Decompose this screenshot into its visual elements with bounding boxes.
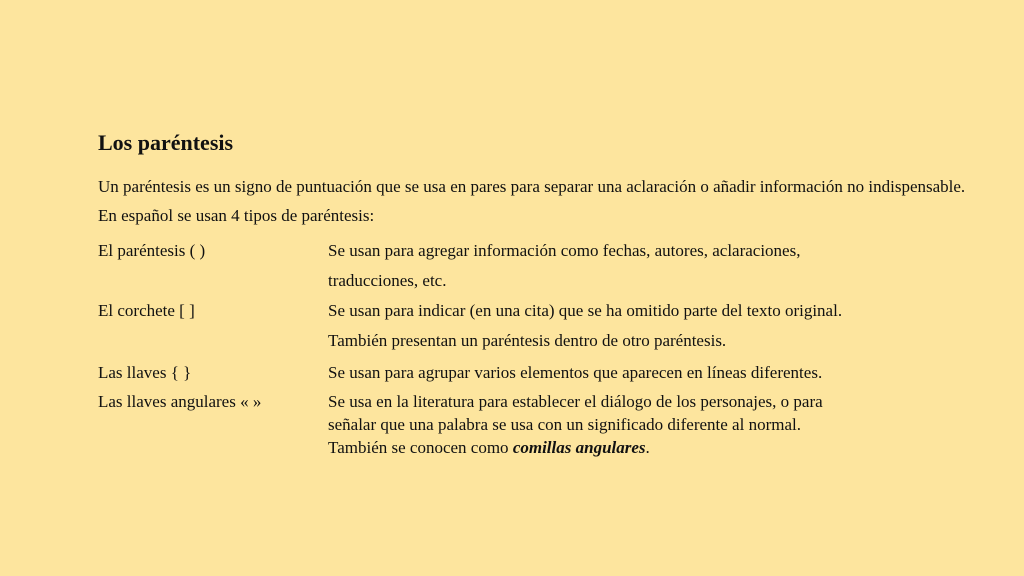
desc-line: Se usan para agregar información como fechas, autores, aclaraciones, <box>328 241 801 260</box>
desc-line: Se usan para indicar (en una cita) que se ha omitido parte del texto original. <box>328 301 843 320</box>
desc-line: señalar que una palabra se usa con un significado diferente al normal. <box>328 415 801 434</box>
term-llaves-angulares: Las llaves angulares « » <box>98 392 262 411</box>
desc-line: Se usan para agrupar varios elementos que aparecen en líneas diferentes. <box>328 363 823 382</box>
intro-paragraph: Un paréntesis es un signo de puntuación que se usa en pares para separar una aclaración o añadir información no indispensable. En español se usan 4 tipos de paréntesis: <box>98 177 966 225</box>
emphasis-suffix: . <box>645 438 650 457</box>
desc-llaves-angulares <box>328 390 928 459</box>
desc-line-emphasis <box>328 436 928 459</box>
term-llaves: Las llaves { } <box>98 363 192 382</box>
desc-llaves <box>328 358 928 388</box>
desc-line: traducciones, etc. <box>328 271 447 290</box>
desc-corchete <box>328 296 928 356</box>
desc-parentesis <box>328 236 928 296</box>
desc-line: También presentan un paréntesis dentro de otro paréntesis. <box>328 331 727 350</box>
emphasis-term: comillas angulares <box>512 438 646 457</box>
term-corchete: El corchete [ ] <box>98 301 195 320</box>
desc-line: Se usa en la literatura para establecer el diálogo de los personajes, o para <box>328 392 823 411</box>
slide-title: Los paréntesis <box>98 130 234 155</box>
term-parentesis: El paréntesis ( ) <box>98 241 206 260</box>
emphasis-prefix: También se conocen como <box>328 438 513 457</box>
